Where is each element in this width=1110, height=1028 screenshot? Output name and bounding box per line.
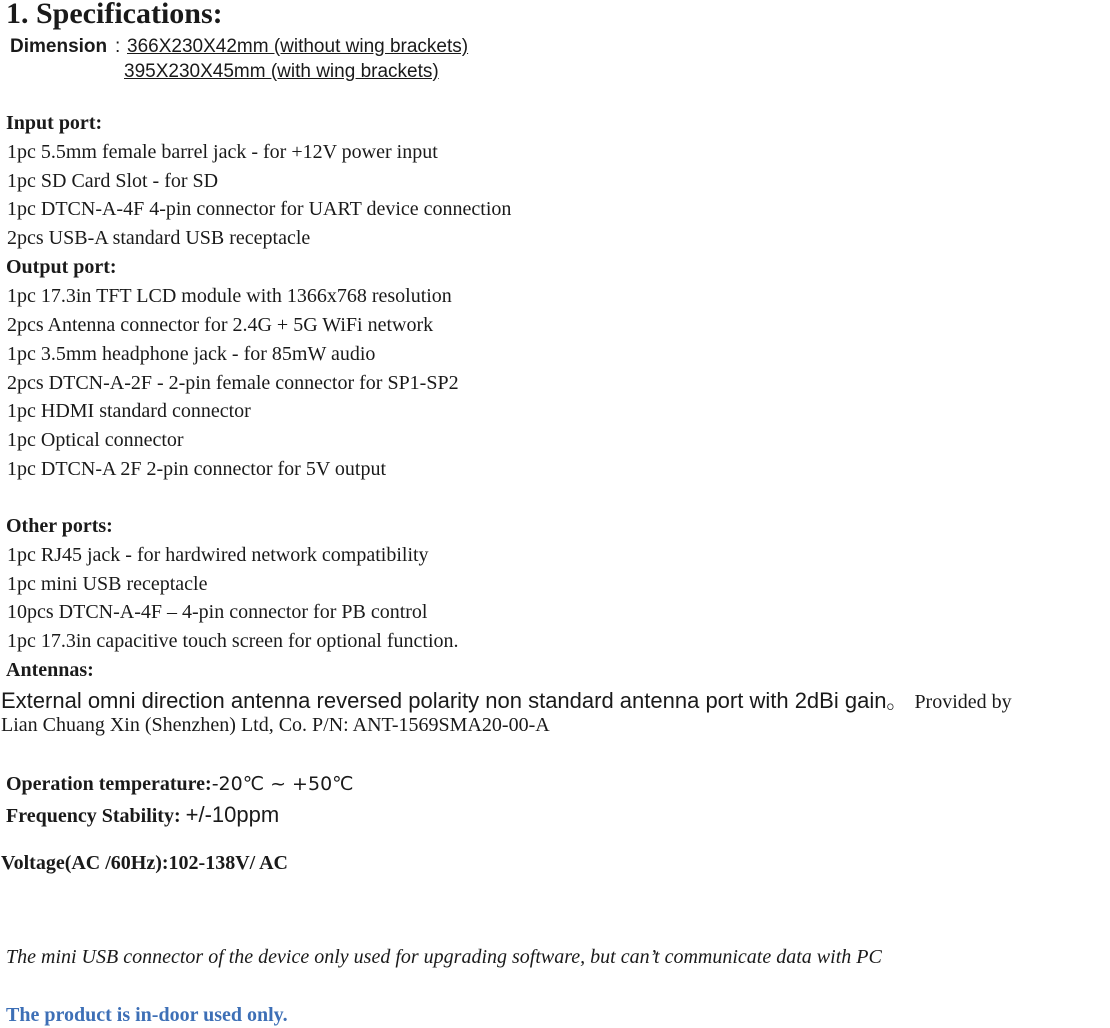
- output-port-item: 1pc 3.5mm headphone jack - for 85mW audio: [7, 343, 376, 365]
- antennas-description-line: [1, 684, 1012, 715]
- dimension-colon: :: [115, 36, 121, 57]
- dimension-value-with-brackets: 395X230X45mm (with wing brackets): [124, 61, 439, 82]
- output-port-item: 1pc HDMI standard connector: [7, 400, 251, 422]
- input-port-heading: Input port:: [6, 112, 103, 134]
- input-port-item: 1pc DTCN-A-4F 4-pin connector for UART device connection: [7, 198, 512, 220]
- input-port-item: 1pc 5.5mm female barrel jack - for +12V power input: [7, 141, 438, 163]
- antennas-description: External omni direction antenna reversed polarity non standard antenna port with 2dBi gain。: [1, 688, 909, 713]
- output-port-item: 1pc DTCN-A 2F 2-pin connector for 5V output: [7, 458, 387, 480]
- voltage-spec: Voltage(AC /60Hz):102-138V/ AC: [1, 852, 289, 874]
- operation-temperature-row: [6, 773, 354, 796]
- output-port-item: 1pc 17.3in TFT LCD module with 1366x768 resolution: [7, 285, 452, 307]
- antennas-provider-prefix: Provided by: [914, 691, 1012, 713]
- frequency-stability-value: +/-10ppm: [185, 802, 280, 827]
- other-ports-heading: Other ports:: [6, 515, 113, 537]
- dimension-value-without-brackets: 366X230X42mm (without wing brackets): [127, 36, 469, 57]
- input-port-item: 1pc SD Card Slot - for SD: [7, 170, 219, 192]
- output-port-item: 2pcs DTCN-A-2F - 2-pin female connector for SP1-SP2: [7, 372, 459, 394]
- operation-temperature-label: Operation temperature:: [6, 773, 212, 795]
- dimension-label: Dimension: [10, 36, 108, 57]
- output-port-item: 1pc Optical connector: [7, 429, 184, 451]
- other-ports-item: 1pc mini USB receptacle: [7, 573, 208, 595]
- output-port-heading: Output port:: [6, 256, 117, 278]
- frequency-stability-label: Frequency Stability:: [6, 805, 186, 827]
- document-title: 1. Specifications:: [6, 0, 223, 30]
- antennas-heading: Antennas:: [6, 659, 94, 681]
- output-port-item: 2pcs Antenna connector for 2.4G + 5G WiFi network: [7, 314, 434, 336]
- mini-usb-note: The mini USB connector of the device only used for upgrading software, but can’t communicate data with PC: [6, 946, 882, 968]
- frequency-stability-row: [6, 802, 279, 828]
- indoor-use-note: The product is in-door used only.: [6, 1004, 288, 1026]
- other-ports-item: 1pc RJ45 jack - for hardwired network compatibility: [7, 544, 429, 566]
- input-port-item: 2pcs USB-A standard USB receptacle: [7, 227, 311, 249]
- operation-temperature-value: -20℃ ~ +50℃: [211, 773, 354, 795]
- antennas-part-number: Lian Chuang Xin (Shenzhen) Ltd, Co. P/N: ANT-1569SMA20-00-A: [1, 714, 550, 736]
- other-ports-item: 10pcs DTCN-A-4F – 4-pin connector for PB control: [7, 601, 428, 623]
- other-ports-item: 1pc 17.3in capacitive touch screen for optional function.: [7, 630, 459, 652]
